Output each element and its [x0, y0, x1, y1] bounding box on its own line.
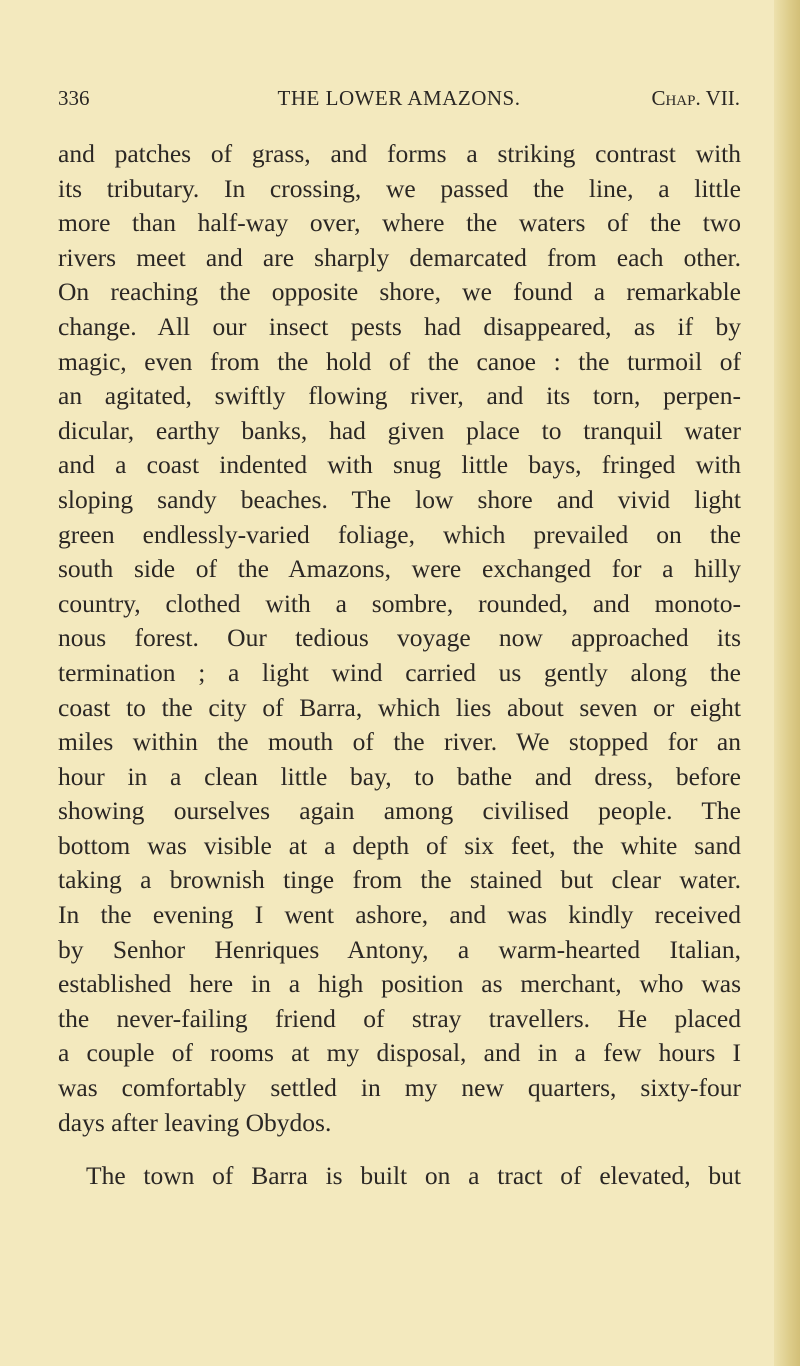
- text-line: taking a brownish tinge from the stained but clear water.: [58, 865, 741, 895]
- text-line: green endlessly-varied foliage, which prevailed on the: [58, 519, 741, 549]
- body-text: [58, 137, 741, 1194]
- text-line: In the evening I went ashore, and was kindly received: [58, 900, 741, 930]
- text-line: an agitated, swiftly flowing river, and its torn, perpen-: [58, 381, 741, 411]
- text-line: bottom was visible at a depth of six feet, the white sand: [58, 830, 741, 860]
- paragraph: [58, 1159, 741, 1194]
- text-line: and a coast indented with snug little bays, fringed with: [58, 450, 741, 480]
- text-line: The town of Barra is built on a tract of elevated, but: [86, 1161, 741, 1191]
- text-line: On reaching the opposite shore, we found a remarkable: [58, 277, 741, 307]
- text-line: its tributary. In crossing, we passed the line, a little: [58, 173, 741, 203]
- text-line: by Senhor Henriques Antony, a warm-hearted Italian,: [58, 934, 741, 964]
- page-number: 336: [58, 86, 90, 110]
- page-header: [58, 86, 740, 116]
- text-line: was comfortably settled in my new quarters, sixty-four: [58, 1073, 741, 1103]
- text-line: days after leaving Obydos.: [58, 1107, 332, 1137]
- text-line: coast to the city of Barra, which lies about seven or eight: [58, 692, 741, 722]
- chapter-label: Chap. VII.: [651, 86, 740, 110]
- paragraph: [58, 137, 741, 1140]
- text-line: dicular, earthy banks, had given place to tranquil water: [58, 415, 741, 445]
- text-line: south side of the Amazons, were exchanged for a hilly: [58, 554, 741, 584]
- text-line: showing ourselves again among civilised people. The: [58, 796, 741, 826]
- text-line: miles within the mouth of the river. We stopped for an: [58, 727, 741, 757]
- text-line: nous forest. Our tedious voyage now approached its: [58, 623, 741, 653]
- text-line: rivers meet and are sharply demarcated from each other.: [58, 242, 741, 272]
- text-line: hour in a clean little bay, to bathe and dress, before: [58, 761, 741, 791]
- text-line: established here in a high position as merchant, who was: [58, 969, 741, 999]
- text-line: magic, even from the hold of the canoe : the turmoil of: [58, 346, 741, 376]
- text-line: sloping sandy beaches. The low shore and vivid light: [58, 484, 741, 514]
- text-line: termination ; a light wind carried us gently along the: [58, 657, 741, 687]
- text-line: the never-failing friend of stray travellers. He placed: [58, 1003, 741, 1033]
- text-line: more than half-way over, where the waters of the two: [58, 208, 741, 238]
- text-line: a couple of rooms at my disposal, and in a few hours I: [58, 1038, 741, 1068]
- running-title: THE LOWER AMAZONS.: [277, 86, 521, 110]
- page-edge: [774, 0, 800, 1366]
- text-line: change. All our insect pests had disappeared, as if by: [58, 311, 741, 341]
- paragraph-gap: [58, 1140, 741, 1159]
- text-line: and patches of grass, and forms a striking contrast with: [58, 139, 741, 168]
- text-line: country, clothed with a sombre, rounded, and monoto-: [58, 588, 741, 618]
